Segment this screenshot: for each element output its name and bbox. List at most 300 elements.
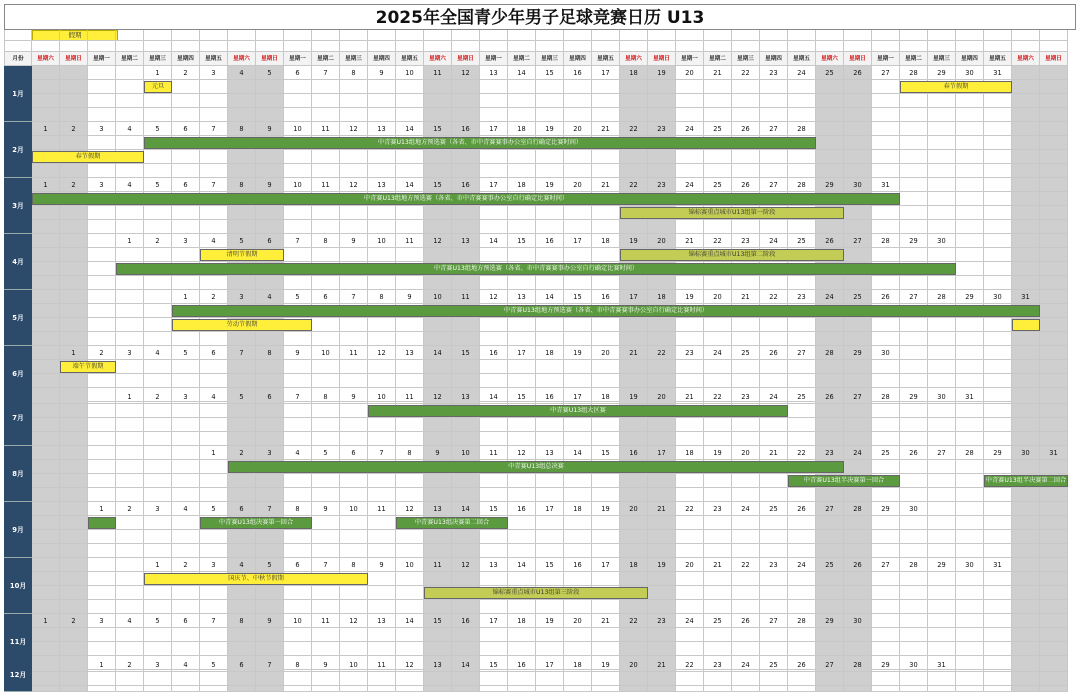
blank-cell bbox=[704, 672, 732, 686]
blank-cell bbox=[788, 530, 816, 544]
day-number: 30 bbox=[928, 390, 956, 404]
blank-cell bbox=[956, 418, 984, 432]
blank-cell bbox=[872, 628, 900, 642]
blank-cell bbox=[1040, 586, 1068, 600]
day-cell bbox=[172, 446, 200, 460]
blank-cell bbox=[956, 516, 984, 530]
blank-cell bbox=[928, 544, 956, 558]
day-number: 9 bbox=[368, 66, 396, 80]
blank-cell bbox=[760, 474, 788, 488]
blank-cell bbox=[396, 432, 424, 446]
blank-cell bbox=[1012, 30, 1040, 41]
blank-cell bbox=[1012, 94, 1040, 108]
blank-cell bbox=[760, 220, 788, 234]
blank-cell bbox=[200, 164, 228, 178]
blank-cell bbox=[368, 572, 396, 586]
weekday-header: 星期六 bbox=[816, 52, 844, 66]
blank-cell bbox=[564, 600, 592, 614]
day-number: 20 bbox=[564, 614, 592, 628]
blank-cell bbox=[676, 544, 704, 558]
blank-cell bbox=[900, 474, 928, 488]
weekday-header: 星期四 bbox=[956, 52, 984, 66]
blank-cell bbox=[1040, 220, 1068, 234]
blank-cell bbox=[732, 686, 760, 692]
blank-cell bbox=[312, 206, 340, 220]
day-number: 31 bbox=[956, 390, 984, 404]
blank-cell bbox=[676, 94, 704, 108]
blank-cell bbox=[816, 516, 844, 530]
day-number: 7 bbox=[340, 290, 368, 304]
day-number: 4 bbox=[116, 122, 144, 136]
weekday-header: 星期三 bbox=[928, 52, 956, 66]
blank-cell bbox=[732, 572, 760, 586]
blank-cell bbox=[60, 418, 88, 432]
blank-cell bbox=[900, 136, 928, 150]
blank-cell bbox=[900, 404, 928, 418]
day-number: 30 bbox=[956, 558, 984, 572]
blank-cell bbox=[648, 276, 676, 290]
blank-cell bbox=[956, 628, 984, 642]
day-cell bbox=[900, 614, 928, 628]
blank-cell bbox=[620, 41, 648, 52]
blank-cell bbox=[200, 220, 228, 234]
blank-cell bbox=[88, 164, 116, 178]
blank-cell bbox=[1012, 360, 1040, 374]
blank-cell bbox=[536, 642, 564, 656]
day-number: 4 bbox=[116, 178, 144, 192]
day-number: 10 bbox=[368, 390, 396, 404]
blank-cell bbox=[312, 474, 340, 488]
blank-cell bbox=[704, 474, 732, 488]
blank-cell bbox=[396, 628, 424, 642]
blank-cell bbox=[844, 108, 872, 122]
day-cell bbox=[1040, 558, 1068, 572]
blank-cell bbox=[116, 318, 144, 332]
day-number: 10 bbox=[284, 178, 312, 192]
blank-cell bbox=[816, 600, 844, 614]
day-number: 4 bbox=[172, 502, 200, 516]
blank-cell bbox=[32, 248, 60, 262]
day-cell bbox=[144, 446, 172, 460]
blank-cell bbox=[200, 374, 228, 388]
day-number: 7 bbox=[256, 658, 284, 672]
blank-cell bbox=[732, 474, 760, 488]
blank-cell bbox=[592, 600, 620, 614]
blank-cell bbox=[88, 220, 116, 234]
day-number: 6 bbox=[172, 122, 200, 136]
day-number: 30 bbox=[900, 502, 928, 516]
weekday-header: 星期二 bbox=[312, 52, 340, 66]
day-number: 11 bbox=[396, 390, 424, 404]
blank-cell bbox=[312, 318, 340, 332]
blank-cell bbox=[480, 248, 508, 262]
holiday-bar: 春节假期 bbox=[900, 81, 1012, 93]
blank-cell bbox=[396, 41, 424, 52]
blank-cell bbox=[648, 418, 676, 432]
blank-cell bbox=[1012, 164, 1040, 178]
blank-cell bbox=[32, 474, 60, 488]
blank-cell bbox=[508, 600, 536, 614]
blank-cell bbox=[984, 544, 1012, 558]
blank-cell bbox=[32, 206, 60, 220]
blank-cell bbox=[60, 474, 88, 488]
blank-cell bbox=[368, 248, 396, 262]
blank-cell bbox=[340, 474, 368, 488]
day-number: 13 bbox=[368, 122, 396, 136]
blank-cell bbox=[228, 276, 256, 290]
day-number: 25 bbox=[704, 614, 732, 628]
blank-cell bbox=[900, 628, 928, 642]
blank-cell bbox=[88, 404, 116, 418]
blank-cell bbox=[1012, 572, 1040, 586]
day-number: 16 bbox=[564, 66, 592, 80]
blank-cell bbox=[984, 150, 1012, 164]
blank-cell bbox=[900, 418, 928, 432]
blank-cell bbox=[648, 488, 676, 502]
blank-cell bbox=[60, 432, 88, 446]
blank-cell bbox=[984, 136, 1012, 150]
blank-cell bbox=[816, 544, 844, 558]
blank-cell bbox=[88, 332, 116, 346]
blank-cell bbox=[256, 220, 284, 234]
blank-cell bbox=[788, 488, 816, 502]
day-number: 10 bbox=[340, 658, 368, 672]
blank-cell bbox=[340, 276, 368, 290]
day-number: 26 bbox=[816, 390, 844, 404]
blank-cell bbox=[284, 374, 312, 388]
blank-cell bbox=[452, 220, 480, 234]
day-number: 10 bbox=[452, 446, 480, 460]
blank-cell bbox=[284, 488, 312, 502]
blank-cell bbox=[648, 686, 676, 692]
blank-cell bbox=[620, 276, 648, 290]
blank-cell bbox=[452, 544, 480, 558]
day-number: 12 bbox=[480, 290, 508, 304]
blank-cell bbox=[788, 686, 816, 692]
blank-cell bbox=[676, 360, 704, 374]
blank-cell bbox=[1040, 686, 1068, 692]
day-number: 11 bbox=[424, 66, 452, 80]
blank-cell bbox=[116, 136, 144, 150]
blank-cell bbox=[256, 672, 284, 686]
blank-cell bbox=[760, 318, 788, 332]
blank-cell bbox=[1040, 262, 1068, 276]
blank-cell bbox=[228, 628, 256, 642]
blank-cell bbox=[60, 41, 88, 52]
day-cell bbox=[1012, 178, 1040, 192]
blank-cell bbox=[340, 108, 368, 122]
blank-cell bbox=[816, 332, 844, 346]
blank-cell bbox=[732, 80, 760, 94]
blank-cell bbox=[704, 332, 732, 346]
blank-cell bbox=[536, 276, 564, 290]
day-number: 24 bbox=[760, 390, 788, 404]
blank-cell bbox=[788, 332, 816, 346]
blank-cell bbox=[956, 642, 984, 656]
day-number: 17 bbox=[564, 234, 592, 248]
blank-cell bbox=[928, 488, 956, 502]
day-number: 19 bbox=[620, 234, 648, 248]
blank-cell bbox=[844, 80, 872, 94]
blank-cell bbox=[788, 30, 816, 41]
blank-cell bbox=[452, 530, 480, 544]
blank-cell bbox=[60, 136, 88, 150]
blank-cell bbox=[564, 80, 592, 94]
day-cell bbox=[900, 122, 928, 136]
blank-cell bbox=[452, 488, 480, 502]
blank-cell bbox=[172, 248, 200, 262]
blank-cell bbox=[1040, 30, 1068, 41]
blank-cell bbox=[928, 30, 956, 41]
day-number: 13 bbox=[368, 178, 396, 192]
blank-cell bbox=[900, 600, 928, 614]
blank-cell bbox=[956, 686, 984, 692]
blank-cell bbox=[872, 206, 900, 220]
blank-cell bbox=[396, 642, 424, 656]
blank-cell bbox=[32, 304, 60, 318]
day-number: 3 bbox=[88, 614, 116, 628]
blank-cell bbox=[844, 628, 872, 642]
blank-cell bbox=[368, 586, 396, 600]
blank-cell bbox=[480, 108, 508, 122]
day-number: 7 bbox=[368, 446, 396, 460]
blank-cell bbox=[620, 642, 648, 656]
blank-cell bbox=[760, 108, 788, 122]
blank-cell bbox=[368, 30, 396, 41]
blank-cell bbox=[340, 318, 368, 332]
blank-cell bbox=[60, 516, 88, 530]
blank-cell bbox=[648, 41, 676, 52]
day-number: 22 bbox=[704, 234, 732, 248]
weekday-header: 星期二 bbox=[116, 52, 144, 66]
blank-cell bbox=[1040, 108, 1068, 122]
blank-cell bbox=[60, 374, 88, 388]
day-number: 12 bbox=[368, 346, 396, 360]
blank-cell bbox=[256, 488, 284, 502]
blank-cell bbox=[312, 404, 340, 418]
day-number: 22 bbox=[760, 290, 788, 304]
blank-cell bbox=[172, 360, 200, 374]
blank-cell bbox=[60, 572, 88, 586]
blank-cell bbox=[228, 474, 256, 488]
blank-cell bbox=[60, 262, 88, 276]
blank-cell bbox=[424, 572, 452, 586]
blank-cell bbox=[704, 572, 732, 586]
blank-cell bbox=[200, 150, 228, 164]
blank-cell bbox=[396, 206, 424, 220]
blank-cell bbox=[144, 628, 172, 642]
blank-cell bbox=[648, 80, 676, 94]
day-number: 7 bbox=[200, 614, 228, 628]
day-number: 12 bbox=[452, 558, 480, 572]
blank-cell bbox=[396, 586, 424, 600]
blank-cell bbox=[928, 418, 956, 432]
day-number: 15 bbox=[592, 446, 620, 460]
blank-cell bbox=[648, 374, 676, 388]
day-number: 30 bbox=[928, 234, 956, 248]
month-label: 3月 bbox=[4, 178, 32, 234]
blank-cell bbox=[32, 600, 60, 614]
weekday-header: 星期日 bbox=[60, 52, 88, 66]
blank-cell bbox=[564, 30, 592, 41]
day-number: 30 bbox=[844, 178, 872, 192]
blank-cell bbox=[592, 686, 620, 692]
blank-cell bbox=[480, 374, 508, 388]
day-number: 31 bbox=[1012, 290, 1040, 304]
blank-cell bbox=[732, 530, 760, 544]
day-cell bbox=[1012, 658, 1040, 672]
day-number: 16 bbox=[564, 558, 592, 572]
day-number: 28 bbox=[844, 658, 872, 672]
day-number: 27 bbox=[816, 658, 844, 672]
blank-cell bbox=[1040, 600, 1068, 614]
day-number: 10 bbox=[284, 122, 312, 136]
blank-cell bbox=[60, 530, 88, 544]
blank-cell bbox=[508, 474, 536, 488]
blank-cell bbox=[648, 150, 676, 164]
blank-cell bbox=[648, 586, 676, 600]
day-number: 3 bbox=[172, 234, 200, 248]
day-cell bbox=[984, 390, 1012, 404]
day-number: 29 bbox=[872, 502, 900, 516]
blank-cell bbox=[648, 600, 676, 614]
blank-cell bbox=[816, 30, 844, 41]
day-number: 3 bbox=[200, 558, 228, 572]
day-number: 7 bbox=[312, 66, 340, 80]
blank-cell bbox=[508, 544, 536, 558]
blank-cell bbox=[284, 628, 312, 642]
blank-cell bbox=[144, 248, 172, 262]
blank-cell bbox=[872, 600, 900, 614]
blank-cell bbox=[984, 374, 1012, 388]
day-number: 1 bbox=[88, 658, 116, 672]
blank-cell bbox=[144, 672, 172, 686]
blank-cell bbox=[900, 672, 928, 686]
blank-cell bbox=[284, 94, 312, 108]
holiday-bar bbox=[1012, 319, 1040, 331]
blank-cell bbox=[844, 374, 872, 388]
day-cell bbox=[956, 502, 984, 516]
blank-cell bbox=[116, 460, 144, 474]
blank-cell bbox=[676, 318, 704, 332]
day-number: 13 bbox=[508, 290, 536, 304]
blank-cell bbox=[200, 530, 228, 544]
blank-cell bbox=[564, 572, 592, 586]
blank-cell bbox=[256, 108, 284, 122]
blank-cell bbox=[620, 628, 648, 642]
blank-cell bbox=[844, 94, 872, 108]
blank-cell bbox=[424, 544, 452, 558]
blank-cell bbox=[928, 108, 956, 122]
day-number: 8 bbox=[340, 66, 368, 80]
day-number: 8 bbox=[228, 178, 256, 192]
blank-cell bbox=[172, 41, 200, 52]
blank-cell bbox=[144, 686, 172, 692]
blank-cell bbox=[32, 418, 60, 432]
month-column-header: 月份 bbox=[4, 52, 32, 66]
blank-cell bbox=[564, 686, 592, 692]
month-label: 9月 bbox=[4, 502, 32, 558]
day-number: 27 bbox=[760, 178, 788, 192]
blank-cell bbox=[648, 318, 676, 332]
day-number: 6 bbox=[312, 290, 340, 304]
blank-cell bbox=[536, 432, 564, 446]
blank-cell bbox=[984, 530, 1012, 544]
blank-cell bbox=[508, 30, 536, 41]
blank-cell bbox=[424, 206, 452, 220]
blank-cell bbox=[592, 432, 620, 446]
blank-cell bbox=[900, 460, 928, 474]
day-number: 5 bbox=[256, 66, 284, 80]
day-number: 7 bbox=[284, 234, 312, 248]
month-label: 10月 bbox=[4, 558, 32, 614]
day-number: 1 bbox=[200, 446, 228, 460]
day-number: 16 bbox=[452, 122, 480, 136]
event-bar: 中青赛U13组大区赛 bbox=[368, 405, 788, 417]
blank-cell bbox=[256, 41, 284, 52]
blank-cell bbox=[928, 164, 956, 178]
blank-cell bbox=[32, 432, 60, 446]
blank-cell bbox=[788, 600, 816, 614]
blank-cell bbox=[844, 516, 872, 530]
blank-cell bbox=[32, 628, 60, 642]
day-number: 5 bbox=[228, 390, 256, 404]
day-cell bbox=[984, 614, 1012, 628]
blank-cell bbox=[284, 108, 312, 122]
day-number: 10 bbox=[396, 558, 424, 572]
blank-cell bbox=[592, 488, 620, 502]
blank-cell bbox=[844, 136, 872, 150]
blank-cell bbox=[256, 404, 284, 418]
blank-cell bbox=[788, 220, 816, 234]
day-number: 23 bbox=[648, 178, 676, 192]
blank-cell bbox=[88, 318, 116, 332]
blank-cell bbox=[956, 192, 984, 206]
day-number: 22 bbox=[620, 122, 648, 136]
blank-cell bbox=[256, 432, 284, 446]
blank-cell bbox=[256, 276, 284, 290]
day-number: 22 bbox=[704, 390, 732, 404]
day-cell bbox=[32, 558, 60, 572]
blank-cell bbox=[60, 220, 88, 234]
day-number: 8 bbox=[312, 234, 340, 248]
blank-cell bbox=[256, 474, 284, 488]
blank-cell bbox=[536, 248, 564, 262]
blank-cell bbox=[872, 220, 900, 234]
day-number: 3 bbox=[256, 446, 284, 460]
blank-cell bbox=[928, 150, 956, 164]
blank-cell bbox=[284, 150, 312, 164]
blank-cell bbox=[1040, 374, 1068, 388]
day-cell bbox=[60, 658, 88, 672]
blank-cell bbox=[32, 572, 60, 586]
day-number: 1 bbox=[116, 390, 144, 404]
blank-cell bbox=[984, 586, 1012, 600]
blank-cell bbox=[60, 600, 88, 614]
blank-cell bbox=[88, 628, 116, 642]
blank-cell bbox=[592, 544, 620, 558]
blank-cell bbox=[844, 418, 872, 432]
blank-cell bbox=[592, 30, 620, 41]
day-cell bbox=[928, 178, 956, 192]
blank-cell bbox=[368, 374, 396, 388]
day-number: 20 bbox=[620, 658, 648, 672]
day-number: 12 bbox=[340, 122, 368, 136]
blank-cell bbox=[1040, 460, 1068, 474]
day-number: 8 bbox=[396, 446, 424, 460]
blank-cell bbox=[984, 192, 1012, 206]
blank-cell bbox=[144, 304, 172, 318]
